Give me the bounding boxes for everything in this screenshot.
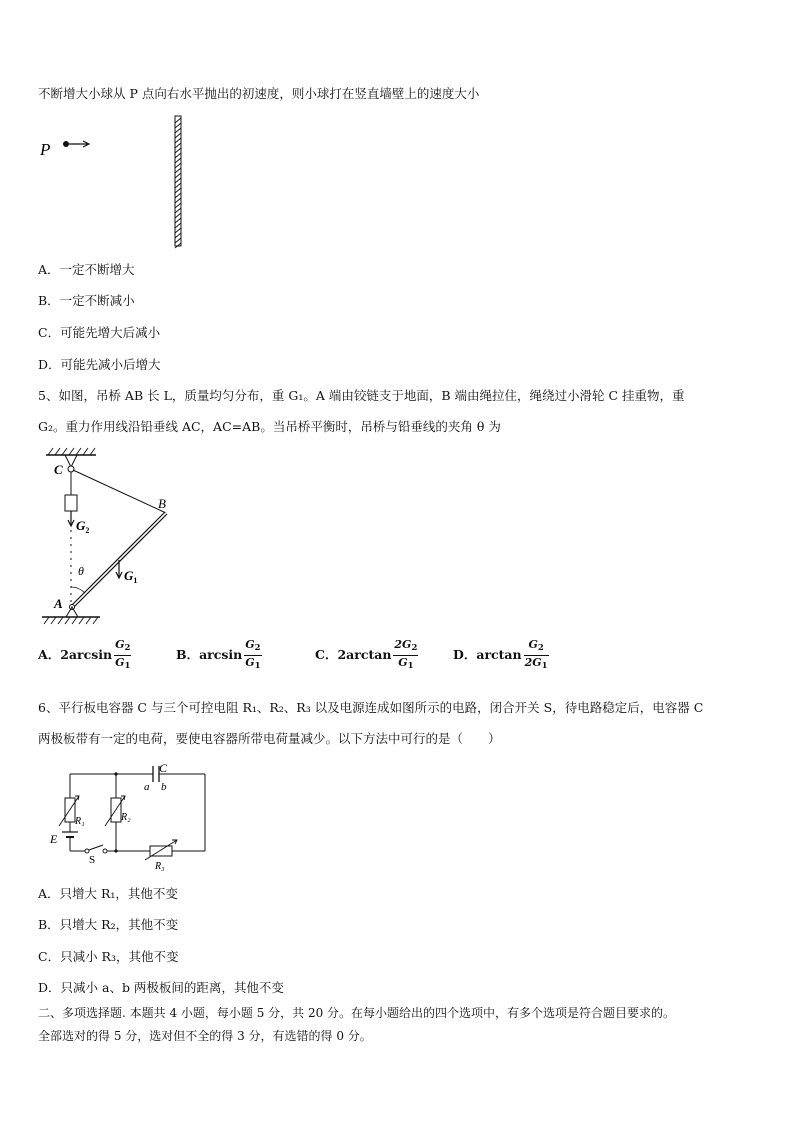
label-c: C xyxy=(54,462,63,477)
q4-option-a: A．一定不断增大 xyxy=(38,262,135,277)
label-e: E xyxy=(50,832,58,846)
q6-option-d: D．只减小 a、b 两极板间的距离，其他不变 xyxy=(38,980,284,995)
q5-figure xyxy=(38,445,178,630)
q4-stem: 不断增大小球从 P 点向右水平抛出的初速度，则小球打在竖直墙壁上的速度大小 xyxy=(38,86,480,101)
label-r2: R₂ xyxy=(121,812,131,823)
label-b: B xyxy=(158,496,166,511)
q5-option-c: C．2arctan $\frac{2G_2}{G_1}$ xyxy=(315,638,418,671)
q5-option-b: B．arcsin $\frac{G_2}{G_1}$ xyxy=(176,638,261,671)
q4-figure xyxy=(38,112,198,252)
q4-ball xyxy=(63,141,69,147)
label-g1: $G_1$ xyxy=(124,568,138,585)
label-r3: R₃ xyxy=(155,861,165,872)
q4-option-b: B．一定不断减小 xyxy=(38,293,135,308)
pulley-c xyxy=(68,466,74,472)
label-r1: R₁ xyxy=(75,816,85,827)
q5-stem-line1: 5、如图，吊桥 AB 长 L，质量均匀分布，重 G₁。A 端由铰链支于地面，B 端由绳拉住，绳绕过小滑轮 C 挂重物，重 xyxy=(38,388,685,403)
q6-option-a: A．只增大 R₁，其他不变 xyxy=(38,886,178,901)
q5-option-a: A．2arcsin $\frac{G_2}{G_1}$ xyxy=(38,638,131,671)
switch-s xyxy=(89,845,103,850)
label-theta: θ xyxy=(78,564,84,578)
q5-option-d: D．arctan $\frac{G_2}{2G_1}$ xyxy=(453,638,548,671)
weight-g2 xyxy=(65,495,77,511)
label-s: S xyxy=(89,854,96,866)
q6-stem-line1: 6、平行板电容器 C 与三个可控电阻 R₁、R₂、R₃ 以及电源连成如图所示的电路，闭合开关 S，待电路稳定后，电容器 C xyxy=(38,700,704,715)
q6-stem-line2: 两极板带有一定的电荷，要使电容器所带电荷量减少。以下方法中可行的是（ ） xyxy=(38,731,501,746)
q5-stem-line2: G₂。重力作用线沿铅垂线 AC，AC=AB。当吊桥平衡时，吊桥与铅垂线的夹角 θ 为 xyxy=(38,419,501,434)
q4-point-label: P xyxy=(40,140,51,159)
section2-line1: 二、多项选择题. 本题共 4 小题，每小题 5 分，共 20 分。在每小题给出的四个选项中，有多个选项是符合题目要求的。 xyxy=(38,1006,676,1020)
section2-line2: 全部选对的得 5 分，选对但不全的得 3 分，有选错的得 0 分。 xyxy=(38,1029,372,1043)
label-g2: $G_2$ xyxy=(76,518,90,535)
q6-option-c: C．只减小 R₃，其他不变 xyxy=(38,949,179,964)
label-cap-c: C xyxy=(159,761,168,775)
q4-option-c: C．可能先增大后减小 xyxy=(38,325,161,340)
label-a: A xyxy=(54,596,63,611)
q6-option-b: B．只增大 R₂，其他不变 xyxy=(38,917,179,932)
q4-wall xyxy=(175,116,181,248)
q4-option-d: D．可能先减小后增大 xyxy=(38,357,161,372)
q6-circuit xyxy=(45,760,215,875)
label-cap-a: a xyxy=(144,781,150,793)
label-cap-b: b xyxy=(161,781,167,793)
